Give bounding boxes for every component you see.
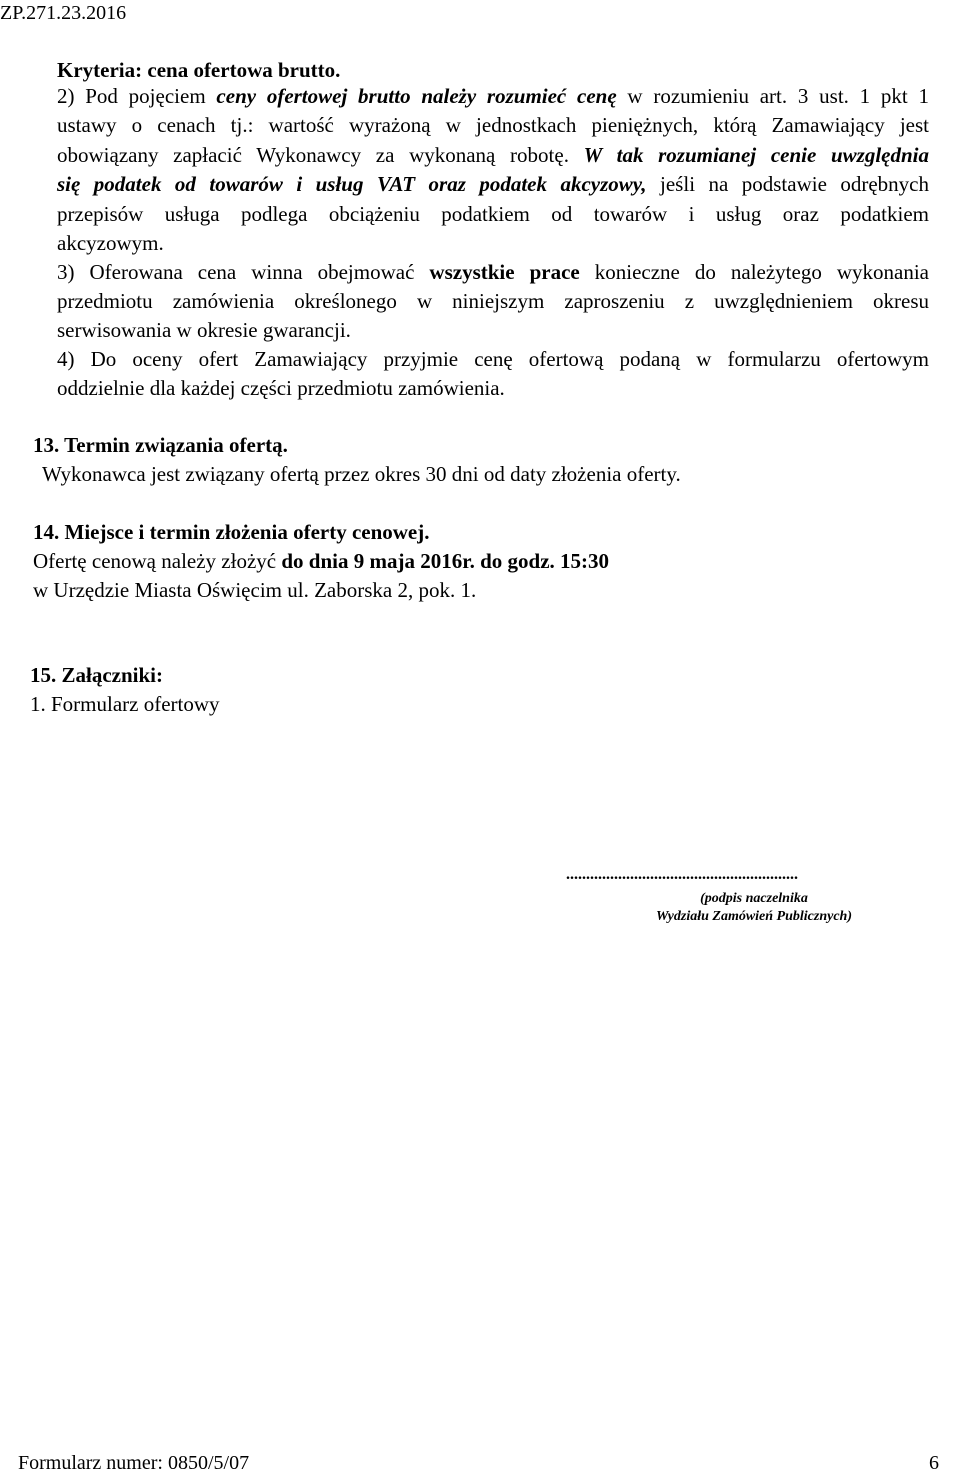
p2-text-l3a: obowiązany zapłacić Wykonawcy za wykonaną robotę. bbox=[57, 143, 569, 167]
p2-text-l4b: jeśli na podstawie odrębnych bbox=[660, 172, 930, 196]
p2-emphasis-vat: się podatek od towarów i usług VAT oraz podatek akcyzowy, bbox=[57, 172, 647, 196]
signature-line-2: Wydziału Zamówień Publicznych) bbox=[655, 909, 852, 924]
criteria-p2-line4 bbox=[57, 172, 929, 197]
criteria-p2-line1 bbox=[57, 84, 929, 109]
section-14-line2: w Urzędzie Miasta Oświęcim ul. Zaborska 2, pok. 1. bbox=[33, 578, 477, 602]
section-14-deadline: do dnia 9 maja 2016r. do godz. 15:30 bbox=[281, 549, 610, 573]
section-14-line1 bbox=[33, 547, 609, 577]
p3-emphasis-all-work: wszystkie prace bbox=[429, 260, 580, 284]
criteria-p3-line1 bbox=[57, 260, 929, 285]
criteria-p2-line6: akcyzowym. bbox=[57, 231, 164, 255]
signature-line-1: (podpis naczelnika bbox=[700, 891, 808, 906]
criteria-p2-line2: ustawy o cenach tj.: wartość wyrażoną w jednostkach pieniężnych, którą Zamawiający jest bbox=[57, 113, 929, 137]
p2-emphasis-price: ceny ofertowej brutto należy rozumieć cenę bbox=[216, 84, 617, 108]
section-15-heading: 15. Załączniki: bbox=[30, 663, 164, 687]
footer-page-number: 6 bbox=[929, 1452, 939, 1474]
criteria-p4-line1: 4) Do oceny ofert Zamawiający przyjmie cenę ofertową podaną w formularzu ofertowym bbox=[57, 347, 929, 371]
p2-text-a: 2) Pod pojęciem bbox=[57, 84, 206, 108]
criteria-p3-line3: serwisowania w okresie gwarancji. bbox=[57, 318, 351, 342]
section-13-heading: 13. Termin związania ofertą. bbox=[33, 433, 288, 457]
document-reference: ZP.271.23.2016 bbox=[0, 2, 127, 24]
signature-dots: .......................................................... bbox=[566, 866, 798, 883]
section-14-heading: 14. Miejsce i termin złożenia oferty cenowej. bbox=[33, 520, 430, 544]
section-14-text-a: Ofertę cenową należy złożyć bbox=[33, 549, 277, 573]
footer-form-number: Formularz numer: 0850/5/07 bbox=[18, 1452, 250, 1474]
section-15-item-1: 1. Formularz ofertowy bbox=[30, 692, 220, 716]
criteria-p2-line5: przepisów usługa podlega obciążeniu podatkiem od towarów i usług oraz podatkiem bbox=[57, 202, 929, 226]
criteria-p2-line3 bbox=[57, 143, 929, 168]
p2-emphasis-l3b: W tak rozumianej cenie uwzględnia bbox=[583, 143, 929, 167]
section-13-text: Wykonawca jest związany ofertą przez okres 30 dni od daty złożenia oferty. bbox=[42, 462, 681, 486]
p3-text-a: 3) Oferowana cena winna obejmować bbox=[57, 260, 415, 284]
p3-text-c: konieczne do należytego wykonania bbox=[594, 260, 929, 284]
criteria-p4-line2: oddzielnie dla każdej części przedmiotu zamówienia. bbox=[57, 376, 505, 400]
criteria-heading: Kryteria: cena ofertowa brutto. bbox=[57, 58, 341, 82]
criteria-p3-line2: przedmiotu zamówienia określonego w niniejszym zaproszeniu z uwzględnieniem okresu bbox=[57, 289, 929, 313]
p2-text-c: w rozumieniu art. 3 ust. 1 pkt 1 bbox=[627, 84, 930, 108]
